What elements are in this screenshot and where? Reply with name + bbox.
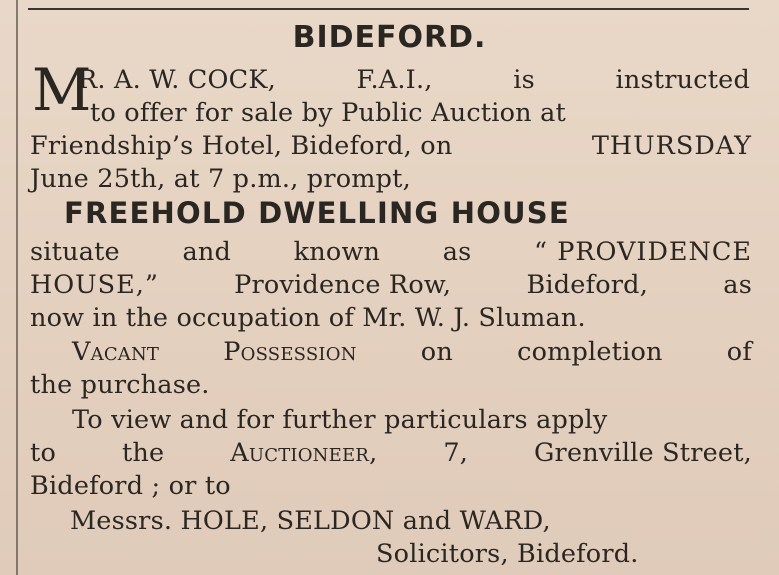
line9-word-completion: completion xyxy=(517,337,663,367)
line12-street: Grenville Street, xyxy=(533,438,752,468)
line12-word-to: to xyxy=(30,438,56,468)
drop-cap: M xyxy=(32,56,92,124)
property-name-part-2: HOUSE,” xyxy=(30,270,159,300)
property-street: Providence Row, xyxy=(234,270,452,300)
line9-word-on: on xyxy=(420,337,453,367)
line9-word-possession: Possession xyxy=(223,337,357,367)
property-title: FREEHOLD DWELLING HOUSE xyxy=(64,196,570,230)
notice-line-12 xyxy=(30,437,752,469)
auctioneer-qualification: F.A.I., xyxy=(356,65,433,95)
line6-word-2: and xyxy=(182,237,232,267)
notice-line-3 xyxy=(30,130,752,162)
left-column-rule xyxy=(16,0,18,575)
line12-word-auctioneer: Auctioneer, xyxy=(230,438,378,468)
top-rule xyxy=(28,8,749,10)
property-name-part-1: “ PROVIDENCE xyxy=(534,237,752,267)
line3-venue: Friendship’s Hotel, Bideford, on xyxy=(30,131,453,161)
notice-line-4: June 25th, at 7 p.m., prompt, xyxy=(30,164,411,194)
notice-line-6 xyxy=(30,236,752,268)
notice-heading: BIDEFORD. xyxy=(292,20,487,55)
property-town: Bideford, xyxy=(526,270,649,300)
solicitors-location: Solicitors, Bideford. xyxy=(376,539,639,569)
line7-word-as: as xyxy=(723,270,752,300)
notice-line-8: now in the occupation of Mr. W. J. Sluman. xyxy=(30,303,586,333)
notice-line-13: Bideford ; or to xyxy=(30,471,231,501)
notice-line-2: to offer for sale by Public Auction at xyxy=(90,98,566,128)
line9-word-vacant: Vacant xyxy=(72,337,160,367)
solicitors-names: Messrs. HOLE, SELDON and WARD, xyxy=(70,506,551,536)
line9-word-of: of xyxy=(726,337,752,367)
line12-number: 7, xyxy=(443,438,469,468)
line1-word-instructed: instructed xyxy=(615,65,750,95)
auctioneer-name: R. A. W. COCK, xyxy=(78,65,276,95)
line6-word-4: as xyxy=(442,237,472,267)
line12-word-the: the xyxy=(121,438,165,468)
notice-line-11: To view and for further particulars apply xyxy=(72,405,608,435)
line1-word-is: is xyxy=(513,65,535,95)
notice-line-9 xyxy=(72,336,752,368)
notice-line-1 xyxy=(78,64,750,96)
sale-day: THURSDAY xyxy=(591,131,752,161)
notice-line-7 xyxy=(30,269,752,301)
notice-line-10: the purchase. xyxy=(30,370,210,400)
line6-word-3: known xyxy=(293,237,381,267)
line6-word-1: situate xyxy=(30,237,120,267)
